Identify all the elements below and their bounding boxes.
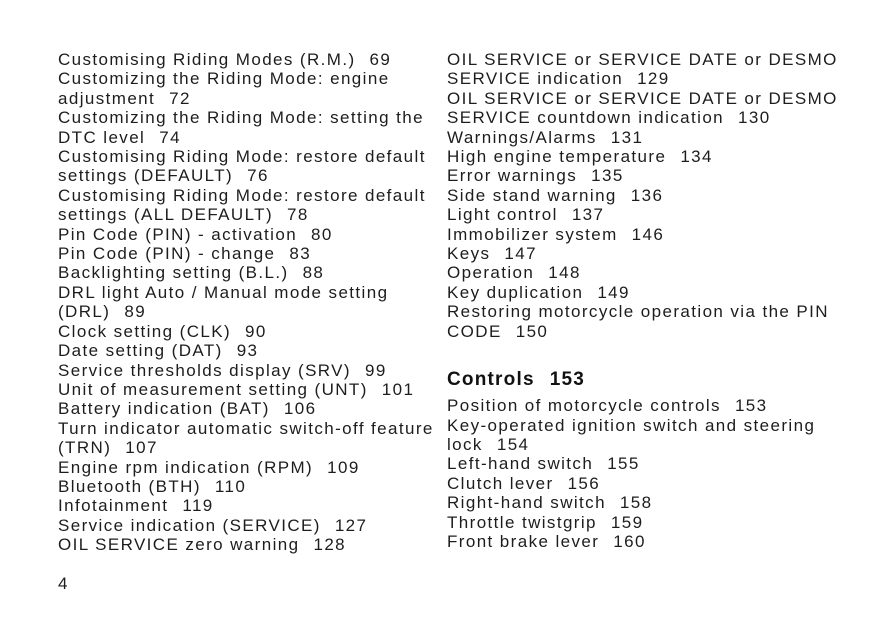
toc-entry <box>58 419 444 458</box>
toc-entry-page: 83 <box>289 244 312 264</box>
toc-entry-title: Light control <box>447 205 558 225</box>
toc-entry-page: 147 <box>504 244 537 264</box>
toc-entry <box>58 50 444 69</box>
toc-entry <box>447 50 851 89</box>
toc-entry <box>58 535 444 554</box>
toc-entry-title: Date setting (DAT) <box>58 341 223 361</box>
toc-entry-title: DRL light Auto / Manual mode setting (DRL) <box>58 282 389 322</box>
toc-entry <box>58 516 444 535</box>
toc-entry <box>58 399 444 418</box>
toc-entry-title: Key duplication <box>447 282 584 302</box>
toc-entry-title: Bluetooth (BTH) <box>58 476 201 496</box>
toc-entry-title: Side stand warning <box>447 185 617 205</box>
toc-entry-page: 160 <box>613 531 646 551</box>
toc-entry-title: Customising Riding Mode: restore default settings (DEFAULT) <box>58 147 426 186</box>
toc-entry-title: Keys <box>447 244 491 264</box>
toc-entry <box>447 244 851 263</box>
toc-entry-title: Pin Code (PIN) - activation <box>58 224 298 244</box>
toc-entry <box>447 302 851 341</box>
toc-entry <box>58 458 444 477</box>
toc-entry-page: 148 <box>548 263 581 283</box>
toc-entry-page: 149 <box>597 282 630 302</box>
toc-entry-page: 156 <box>567 473 601 493</box>
toc-entry <box>58 108 444 147</box>
toc-entry-page: 89 <box>124 302 147 322</box>
toc-entry <box>58 341 444 360</box>
toc-entry <box>447 186 851 205</box>
toc-entry-title: Position of motorcycle controls <box>447 396 721 416</box>
toc-entry-title: Backlighting setting (B.L.) <box>58 263 289 283</box>
toc-entry-page: 130 <box>738 108 771 128</box>
toc-entry <box>58 244 444 263</box>
toc-entry-title: OIL SERVICE zero warning <box>58 535 300 555</box>
toc-entry <box>58 380 444 399</box>
toc-entry-title: High engine temperature <box>447 147 667 167</box>
toc-entry-page: 137 <box>571 205 605 225</box>
toc-entry-title: Service thresholds display (SRV) <box>58 360 351 380</box>
toc-entry <box>58 477 444 496</box>
toc-entry-page: 159 <box>610 512 644 532</box>
toc-entry-title: Service indication (SERVICE) <box>58 515 321 535</box>
toc-entry <box>58 496 444 515</box>
toc-entry <box>447 283 851 302</box>
toc-entry <box>447 263 851 282</box>
toc-entry-page: 109 <box>327 457 360 477</box>
toc-entry <box>447 166 851 185</box>
toc-entry-title: Warnings/Alarms <box>447 127 597 147</box>
toc-entry <box>447 474 851 493</box>
toc-entry-page: 101 <box>381 379 415 399</box>
toc-entry-page: 106 <box>283 399 317 419</box>
toc-entry-title: Pin Code (PIN) - change <box>58 244 276 264</box>
toc-entry-page: 154 <box>496 434 530 454</box>
toc-entry-title: Front brake lever <box>447 531 600 551</box>
section-heading-page: 153 <box>549 369 586 391</box>
toc-entry <box>447 454 851 473</box>
toc-entry-page: 74 <box>159 127 181 147</box>
toc-entry-title: Restoring motorcycle operation via the PIN CODE <box>447 302 829 341</box>
toc-entry-title: Customizing the Riding Mode: engine adjustment <box>58 69 390 108</box>
toc-entry-title: Immobilizer system <box>447 224 618 244</box>
toc-entry <box>447 532 851 551</box>
toc-entry-page: 150 <box>515 321 549 341</box>
toc-entry-page: 69 <box>369 50 392 69</box>
toc-entry <box>58 322 444 341</box>
toc-entry-title: Error warnings <box>447 166 578 186</box>
toc-entry-title: Infotainment <box>58 496 169 516</box>
toc-entry-title: Engine rpm indication (RPM) <box>58 457 314 477</box>
toc-entry-page: 158 <box>619 493 653 513</box>
toc-entry-page: 128 <box>313 535 347 555</box>
toc-entry-title: Turn indicator automatic switch-off feature (TRN) <box>58 418 434 458</box>
toc-entry-page: 88 <box>302 263 325 283</box>
toc-entry-page: 78 <box>287 205 309 225</box>
toc-entry-page: 153 <box>734 396 768 416</box>
toc-entry-page: 107 <box>125 438 158 458</box>
toc-column-left <box>58 50 444 555</box>
toc-entry-page: 134 <box>680 147 713 167</box>
toc-entry-title: OIL SERVICE or SERVICE DATE or DESMO SERVICE indication <box>447 50 838 89</box>
toc-entry-title: Battery indication (BAT) <box>58 399 270 419</box>
section-heading-title: Controls <box>447 369 535 391</box>
toc-right-entries-bottom <box>447 396 851 551</box>
toc-entry <box>58 361 444 380</box>
toc-column-right <box>447 50 851 551</box>
toc-entry <box>58 283 444 322</box>
toc-entry <box>58 186 444 225</box>
toc-entry <box>447 128 851 147</box>
toc-entry <box>447 396 851 415</box>
toc-entry-page: 146 <box>631 224 665 244</box>
toc-entry-page: 131 <box>610 127 644 147</box>
section-heading-controls <box>447 368 851 392</box>
toc-entry <box>447 205 851 224</box>
toc-entry <box>58 263 444 282</box>
toc-entry <box>447 513 851 532</box>
toc-entry-page: 127 <box>334 515 368 535</box>
toc-entry-title: Customising Riding Modes (R.M.) <box>58 50 356 69</box>
toc-entry-page: 110 <box>214 476 247 496</box>
toc-entry-page: 90 <box>245 321 267 341</box>
toc-entry-title: Left-hand switch <box>447 454 594 474</box>
toc-entry-title: Throttle twistgrip <box>447 512 597 532</box>
toc-entry-title: Customising Riding Mode: restore default settings (ALL DEFAULT) <box>58 185 426 225</box>
toc-entry-title: Right-hand switch <box>447 493 606 513</box>
page-number: 4 <box>58 574 69 593</box>
toc-entry-title: Customizing the Riding Mode: setting the DTC level <box>58 108 424 147</box>
toc-entry-page: 135 <box>591 166 624 186</box>
toc-entry <box>447 225 851 244</box>
toc-entry <box>447 89 851 128</box>
toc-entry-title: Clutch lever <box>447 473 554 493</box>
toc-entry-title: OIL SERVICE or SERVICE DATE or DESMO SERVICE countdown indication <box>447 88 838 128</box>
toc-entry-page: 136 <box>630 185 664 205</box>
toc-entry-title: Operation <box>447 263 535 283</box>
toc-entry-page: 93 <box>236 341 259 361</box>
toc-entry-page: 99 <box>364 360 387 380</box>
toc-entry-page: 155 <box>607 454 640 474</box>
toc-entry-page: 76 <box>247 166 269 186</box>
toc-entry <box>447 416 851 455</box>
toc-entry-page: 72 <box>169 88 191 108</box>
toc-entry <box>447 493 851 512</box>
toc-entry-title: Key-operated ignition switch and steering lock <box>447 415 816 454</box>
toc-entry <box>58 147 444 186</box>
toc-entry-page: 80 <box>311 224 333 244</box>
toc-entry <box>447 147 851 166</box>
toc-entry-page: 119 <box>182 496 214 516</box>
toc-entry-title: Clock setting (CLK) <box>58 321 232 341</box>
toc-entry-title: Unit of measurement setting (UNT) <box>58 379 368 399</box>
toc-entry <box>58 225 444 244</box>
toc-right-entries-top <box>447 50 851 341</box>
toc-entry <box>58 69 444 108</box>
toc-entry-page: 129 <box>637 69 670 89</box>
